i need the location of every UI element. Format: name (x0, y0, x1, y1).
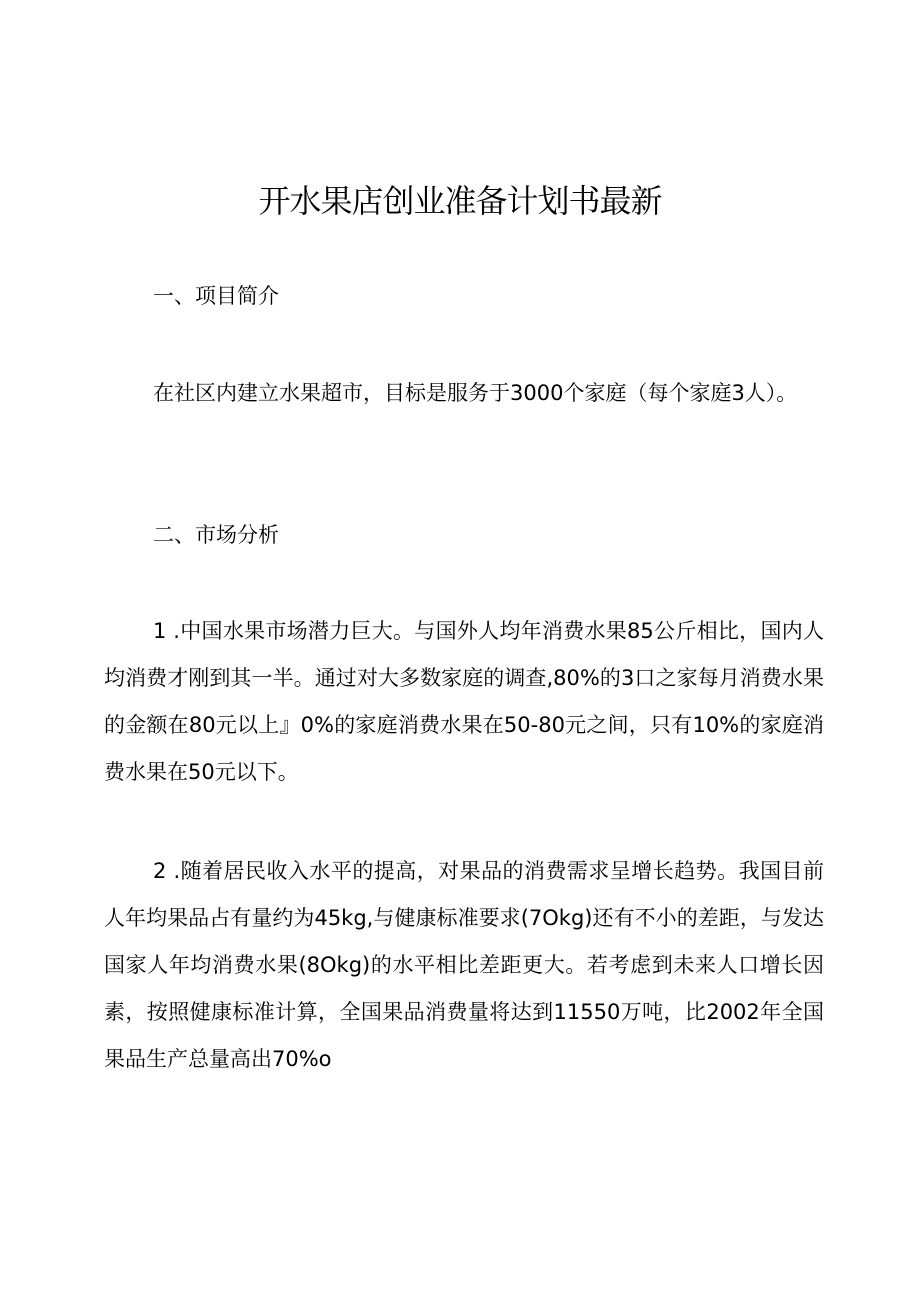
document-title: 开水果店创业准备计划书最新 (258, 182, 662, 220)
paragraph-market-point-1: 1 .中国水果市场潜力巨大。与国外人均年消费水果85公斤相比，国内人均消费才刚到其一半。通过对大多数家庭的调查,80%的3口之家每月消费水果的金额在80元以上』0%的家庭消费水果在50-80元之间，只有10%的家庭消费水果在50元以下。 (104, 619, 824, 784)
paragraph-project-intro: 在社区内建立水果超市，目标是服务于3000个家庭（每个家庭3人）。 (153, 381, 798, 405)
section-heading-market-analysis: 二、市场分析 (153, 523, 279, 547)
paragraph-market-point-2: 2 .随着居民收入水平的提高，对果品的消费需求呈增长趋势。我国目前人年均果品占有量约为45kg,与健康标准要求(7Okg)还有不小的差距，与发达国家人年均消费水果(8Okg)的水平相比差距更大。若考虑到未来人口增长因素，按照健康标准计算，全国果品消费量将达到11550万吨，比2002年全国果品生产总量高出70%o (104, 859, 824, 1071)
section-heading-project-intro: 一、项目简介 (153, 284, 279, 308)
